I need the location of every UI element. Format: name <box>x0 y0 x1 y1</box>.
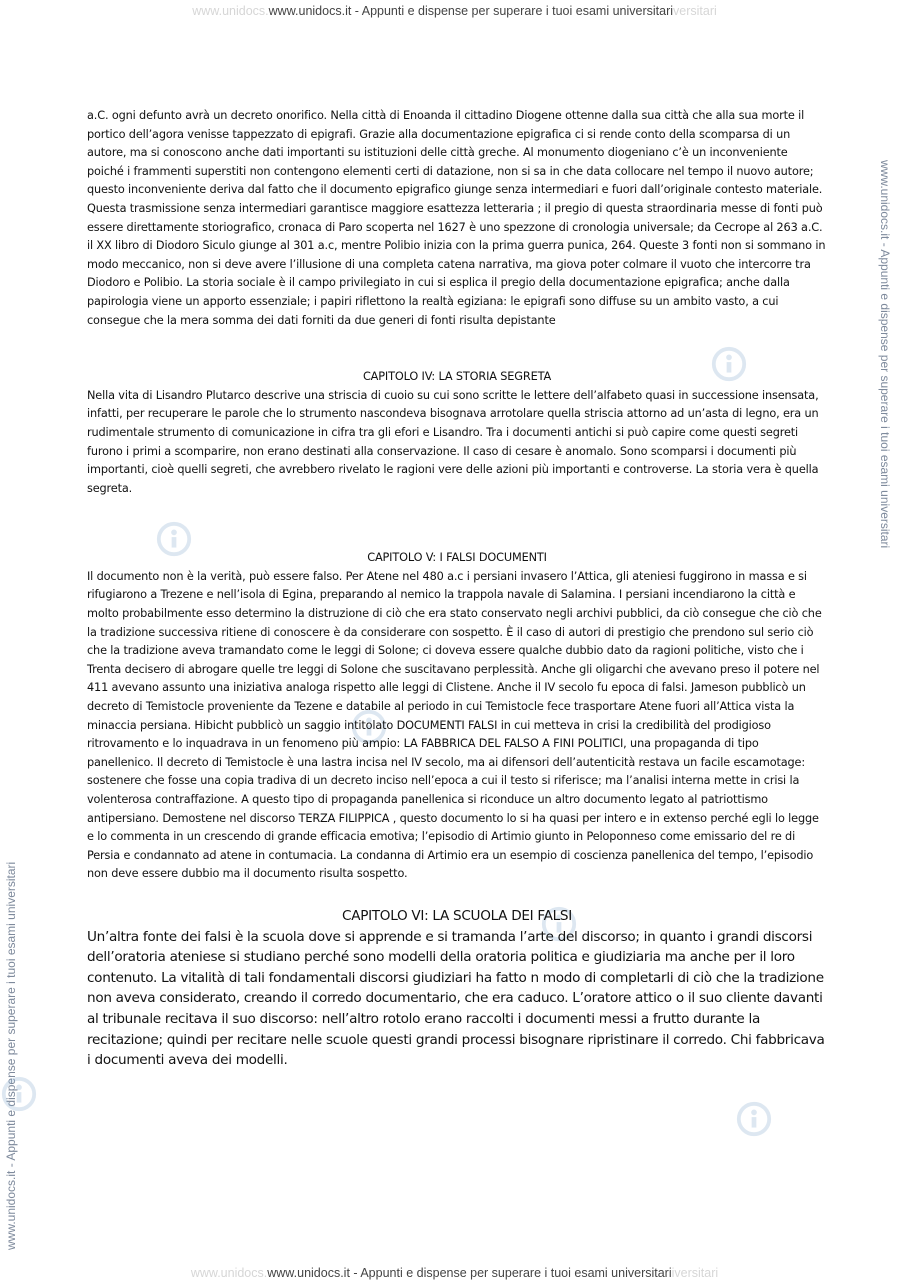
chapter-5-title: CAPITOLO V: I FALSI DOCUMENTI <box>367 551 547 565</box>
chapter-4-paragraph: Nella vita di Lisandro Plutarco descrive una striscia di cuoio su cui sono scritte le lettere dell’alfabeto quasi in successione insensata, infatti, per recuperare le parole che lo strumento nascondeva bisognava arrotolare quella striscia attorno ad un’asta di legno, era un rudimentale strumento di comunicazione in cifra tra gli efori e Lisandro. Tra i documenti antichi si può capire come questi segreti furono i primi a scomparire, non erano destinati alla conservazione. Il caso di cesare è anomalo. Sono scomparsi i documenti più importanti, cioè quelli segreti, che avrebbero rivelato le ragioni vere delle azioni più importanti e controverse. La storia vera è quella segreta. <box>87 388 819 495</box>
chapter-4-title: CAPITOLO IV: LA STORIA SEGRETA <box>362 370 552 384</box>
chapter-6-paragraph: Un’altra fonte dei falsi è la scuola dove si apprende e si tramanda l’arte del discorso; in quanto i grandi discorsi dell’oratoria ateniese si studiano perché sono modelli della oratoria politica e giudiziaria ma anche per il loro contenuto. La vitalità di tali fondamentali discorsi giudiziari ha fatto n modo di completarli di ciò che la tradizione non aveva considerato, creando il corredo documentario, che era caduco. L’oratore attico o il suo cliente davanti al tribunale recitava il suo discorso: nell’altro rotolo erano raccolti i documenti messi a frutto durante la recitazione; quindi per recitare nelle scuole questi grandi processi bisognare ripristinare il corredo. Chi fabbricava i documenti aveva dei modelli. <box>87 928 825 1069</box>
footer-ghost-left: www.unidocs. <box>190 1266 268 1280</box>
intro-paragraph: a.C. ogni defunto avrà un decreto onorifico. Nella città di Enoanda il cittadino Diogene ottenne dalla sua città che alla sua morte il portico dell’agora venisse tappezzato di epigrafi. Grazie alla documentazione epigrafica ci si rende conto della scomparsa di un autore, ma si conoscono anche dati importanti su istituzioni delle città greche. Al monumento diogeniano c’è un inconveniente poiché i frammenti superstiti non contengono elementi certi di datazione, non si sa in che data collocare nel tempo il nuovo autore; questo inconveniente deriva dal fatto che il documento epigrafico giunge senza intermediari e fuori dall’originale contesto materiale. Questa trasmissione senza intermediari garantisce maggiore esattezza letteraria ; il pregio di questa straordinaria messe di fonti può essere direttamente storiografico, cronaca di Paro scoperta nel 1627 è uno spezzone di cronologia universale; da Cecrope al 263 a.C. il XX libro di Diodoro Siculo giunge al 301 a.c, mentre Polibio inizia con la prima guerra punica, 264. Queste 3 fonti non si sommano in modo meccanico, non si deve avere l’illusione di una completa catena narrativa, ma giova poter colmare il vuoto che intercorre tra Diodoro e Polibio. La storia sociale è il campo privilegiato in cui si esplica il pregio della documentazione epigrafica; anche dalla papirologia viene un apporto essenziale; i papiri riflettono la realtà egiziana: le epigrafi sono diffuse su un ambito vasto, a cui consegue che la mera somma dei dati forniti da due generi di fonti risulta depistante <box>87 109 826 327</box>
side-watermark-right: www.unidocs.it - Appunti e dispense per superare i tuoi esami universitari <box>878 160 892 549</box>
header-text: www.unidocs.it - Appunti e dispense per superare i tuoi esami universitari <box>268 4 674 18</box>
side-watermark-left: www.unidocs.it - Appunti e dispense per superare i tuoi esami universitari <box>4 861 18 1250</box>
document-body <box>87 107 827 1071</box>
page-footer <box>0 1266 909 1280</box>
header-ghost-right: versitari <box>673 4 717 18</box>
footer-ghost-right: iversitari <box>671 1266 719 1280</box>
page-header <box>0 4 909 18</box>
unidocs-logo-icon <box>735 1100 773 1138</box>
chapter-6-title: CAPITOLO VI: LA SCUOLA DEI FALSI <box>342 907 572 924</box>
footer-text: www.unidocs.it - Appunti e dispense per superare i tuoi esami universitari <box>267 1266 672 1280</box>
unidocs-logo-icon <box>0 1075 38 1113</box>
chapter-5-paragraph: Il documento non è la verità, può essere falso. Per Atene nel 480 a.c i persiani invasero l’Attica, gli ateniesi fuggirono in massa e si rifugiarono a Trezene e nell’isola di Egina, preparando al nemico la trappola navale di Salamina. I persiani incendiarono la città e molto probabilmente esso determino la distruzione di ciò che era stato conservato negli archivi pubblici, da ciò consegue che ciò che la tradizione successiva ritiene di conoscere è da considerare con sospetto. È il caso di autori di prestigio che prendono sul serio ciò che la tradizione aveva tramandato come le leggi di Solone; ci doveva essere qualche dubbio dato da ragioni politiche, visto che i Trenta decisero di abrogare quelle tre leggi di Solone che suscitavano perplessità. Anche gli oligarchi che avevano preso il potere nel 411 avevano assunto una iniziativa analoga rispetto alle leggi di Clistene. Anche il IV secolo fu epoca di falsi. Jameson pubblicò un decreto di Temistocle proveniente da Tezene e databile al periodo in cui Temistocle fece trasportare Atene fuori all’Attica vista la minaccia persiana. Hibicht pubblicò un saggio intitolato DOCUMENTI FALSI in cui metteva in crisi la credibilità del prodigioso ritrovamento e lo inquadrava in un fenomeno più ampio: LA FABBRICA DEL FALSO A FINI POLITICI, una propaganda di tipo panellenico. Il decreto di Temistocle è una lastra incisa nel IV secolo, ma ai difensori dell’autenticità restava un facile escamotage: sostenere che fosse una copia tradiva di un decreto inciso nell’epoca a cui il testo si riferisce; ma l’analisi interna mette in crisi la volenterosa contraffazione. A questo tipo di propaganda panellenica si riconduce un altro documento legato al patriottismo antipersiano. Demostene nel discorso TERZA FILIPPICA , questo documento lo si ha quasi per intero e in extenso perché egli lo legge e lo commenta in un crescendo di grande efficacia emotiva; l’episodio di Artimio giunto in Peloponneso come emissario del re di Persia e condannato ad atene in contumacia. La condanna di Artimio era un esempio di coscienza panellenica del tempo, l’episodio non deve essere dubbio ma il documento risulta sospetto. <box>87 569 822 881</box>
header-ghost-left: www.unidocs. <box>192 4 269 18</box>
